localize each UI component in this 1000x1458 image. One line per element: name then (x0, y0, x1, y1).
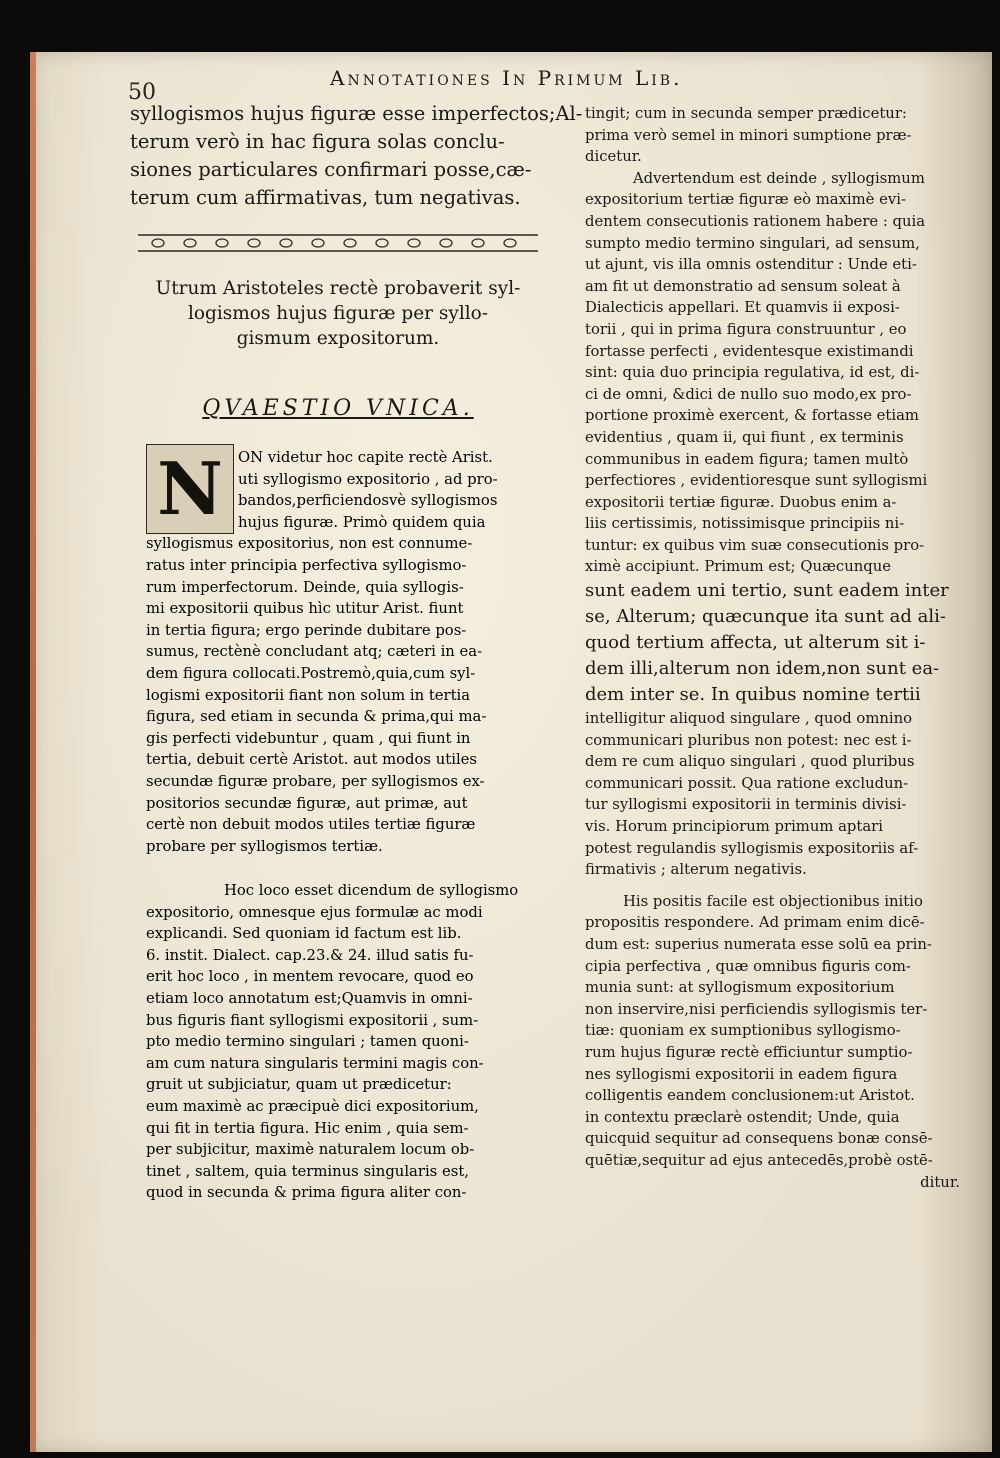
text-line: tuntur: ex quibus vim suæ consecutionis pro- (585, 536, 925, 554)
text-line: in tertia figura; ergo perinde dubitare pos- (146, 621, 467, 639)
text-line: torii , qui in prima figura construuntur , eo (585, 320, 907, 338)
text-line: etiam loco annotatum est;Quamvis in omni- (146, 989, 473, 1007)
text-line: Dialecticis appellari. Et quamvis ii exposi- (585, 299, 900, 317)
text-line: uti syllogismo expositorio , ad pro- (238, 470, 498, 488)
text-line: bandos,perficiendosvè syllogismos (238, 492, 498, 510)
text-line: expositorio, omnesque ejus formulæ ac modi (146, 903, 483, 921)
text-line: 6. instit. Dialect. cap.23.& 24. illud satis fu- (146, 946, 474, 964)
text-line: erit hoc loco , in mentem revocare, quod eo (146, 968, 474, 986)
initial-letter: N (157, 446, 223, 531)
text-line: mi expositorii quibus hìc utitur Arist. fiunt (146, 600, 464, 618)
text-line: ut ajunt, vis illa omnis ostenditur : Unde eti- (585, 256, 917, 274)
text-line: propositis respondere. Ad primam enim dicē- (585, 914, 925, 932)
text-line: hujus figuræ. Primò quidem quia (238, 513, 486, 531)
text-line: non inservire,nisi perficiendis syllogismis ter- (585, 1000, 928, 1018)
text-line: nes syllogismi expositorii in eadem figura (585, 1065, 898, 1083)
text-line: ditur. (920, 1173, 960, 1191)
question-title (138, 276, 538, 351)
text-line: rum imperfectorum. Deinde, quia syllogis- (146, 578, 464, 596)
title-line: Utrum Aristoteles rectè probaverit syl- (155, 278, 521, 299)
text-line: intelligitur aliquod singulare , quod omnino (585, 710, 913, 728)
ornamental-rule (138, 232, 538, 254)
text-line: sumus, rectènè concludant atq; cæteri in ea- (146, 643, 483, 661)
text-line: ximè accipiunt. Primum est; Quæcunque (585, 558, 892, 576)
text-line: gruit ut subjiciatur, quam ut prædicetur: (146, 1076, 452, 1094)
text-line: tur syllogismi expositorii in terminis divisi- (585, 796, 907, 814)
text-line: quod tertium affecta, ut alterum sit i- (585, 632, 926, 654)
text-line: communibus in eadem figura; tamen multò (585, 450, 909, 468)
text-line: explicandi. Sed quoniam id factum est lib. (146, 925, 462, 943)
text-line: dem illi,alterum non idem,non sunt ea- (585, 658, 940, 680)
quaestio-heading: QVAESTIO VNICA. (202, 396, 474, 421)
text-line: ci de omni, &dici de nullo suo modo,ex pro- (585, 385, 912, 403)
text-line: fortasse perfecti , evidentesque existimandi (585, 342, 914, 360)
text-line: portione proximè exercent, & fortasse etiam (585, 407, 919, 425)
text-line: pto medio termino singulari ; tamen quoni- (146, 1033, 469, 1051)
running-head: Annotationes In Primum Lib. (330, 66, 683, 90)
text-line: communicari pluribus non potest: nec est i- (585, 731, 912, 749)
left-intro-text (130, 100, 583, 212)
text-line: cipia perfectiva , quæ omnibus figuris com- (585, 957, 911, 975)
text-line: certè non debuit modos utiles tertiæ figuræ (146, 816, 476, 834)
text-line: eum maximè ac præcipuè dici expositorium, (146, 1097, 479, 1115)
text-line: potest regulandis syllogismis expositoriis af- (585, 839, 919, 857)
text-line: quētiæ,sequitur ad ejus antecedēs,probè ostē- (585, 1151, 933, 1169)
text-line: dentem consecutionis rationem habere : quia (585, 212, 926, 230)
text-line: His positis facile est objectionibus initio (623, 892, 923, 910)
text-line: prima verò semel in minori sumptione præ- (585, 126, 912, 144)
text-line: expositorii tertiæ figuræ. Duobus enim a- (585, 493, 897, 511)
text-line: figura, sed etiam in secunda & prima,qui ma- (146, 708, 487, 726)
text-line: Hoc loco esset dicendum de syllogismo (224, 882, 519, 899)
text-line: dum est: superius numerata esse solū ea prin- (585, 936, 932, 953)
text-line: Advertendum est deinde , syllogismum (633, 169, 925, 187)
text-line: am fit ut demonstratio ad sensum soleat à (585, 277, 901, 295)
text-line: quicquid sequitur ad consequens bonæ consē- (585, 1130, 933, 1148)
text-line: tingit; cum in secunda semper prædicetur: (585, 105, 907, 122)
text-line: quod in secunda & prima figura aliter con- (146, 1184, 467, 1202)
text-line: ratus inter principia perfectiva syllogismo- (146, 556, 467, 574)
text-line: probare per syllogismos tertiæ. (146, 837, 383, 855)
text-line: secundæ figuræ probare, per syllogismos ex- (146, 772, 485, 790)
text-line: syllogismus expositorius, non est connume- (146, 535, 473, 553)
text-line: liis certissimis, notissimisque principiis ni- (585, 515, 905, 533)
text-line: qui fit in tertia figura. Hic enim , quia sem- (146, 1119, 469, 1137)
text-line: dicetur. (585, 148, 642, 166)
text-line: perfectiores , evidentioresque sunt syllogismi (585, 472, 928, 490)
text-line: se, Alterum; quæcunque ita sunt ad ali- (585, 606, 946, 628)
title-line: logismos hujus figuræ per syllo- (187, 303, 489, 324)
text-line: rum hujus figuræ rectè efficiuntur sumptio- (585, 1043, 913, 1061)
title-line: gismum expositorum. (236, 328, 440, 349)
text-line: syllogismos hujus figuræ esse imperfectos;Al- (130, 102, 583, 125)
text-line: bus figuris fiant syllogismi expositorii , sum- (146, 1011, 479, 1029)
text-line: gis perfecti videbuntur , quam , qui fiunt in (146, 729, 471, 747)
left-paragraph-1 (146, 447, 540, 857)
page-edge-stain (30, 52, 36, 1452)
text-line: evidentius , quam ii, qui fiunt , ex terminis (585, 428, 904, 446)
text-line: am cum natura singularis termini magis con- (146, 1054, 484, 1072)
text-line: per subjicitur, maximè naturalem locum ob- (146, 1141, 475, 1159)
left-paragraph-2 (146, 880, 540, 1204)
text-line: in contextu præclarè ostendit; Unde, quia (585, 1108, 900, 1126)
text-line: logismi expositorii fiant non solum in tertia (146, 686, 471, 704)
text-line: colligentis eandem conclusionem:ut Aristot. (585, 1087, 915, 1105)
text-line: tiæ: quoniam ex sumptionibus syllogismo- (585, 1022, 901, 1040)
text-line: munia sunt: at syllogismum expositorium (585, 979, 895, 997)
text-line: siones particulares confirmari posse,cæ- (130, 158, 532, 181)
right-column (585, 103, 970, 1193)
text-line: tinet , saltem, quia terminus singularis est, (146, 1162, 469, 1180)
text-line: dem inter se. In quibus nomine tertii (585, 684, 921, 706)
text-line: expositorium tertiæ figuræ eò maximè evi- (585, 191, 906, 209)
text-line: communicari possit. Qua ratione excludun- (585, 774, 909, 792)
text-line: dem re cum aliquo singulari , quod pluribus (585, 753, 915, 771)
text-line: tertia, debuit certè Aristot. aut modos utiles (146, 751, 478, 769)
text-line: sumpto medio termino singulari, ad sensum, (585, 234, 920, 252)
page-number: 50 (128, 80, 156, 105)
text-line: dem figura collocati.Postremò,quia,cum syl- (146, 664, 476, 682)
text-line: positorios secundæ figuræ, aut primæ, aut (146, 794, 468, 812)
text-line: firmativis ; alterum negativis. (585, 861, 807, 879)
text-line: vis. Horum principiorum primum aptari (585, 818, 883, 836)
text-line: terum cum affirmativas, tum negativas. (130, 186, 521, 209)
text-line: sint: quia duo principia regulativa, id est, di- (585, 364, 920, 382)
text-line: ON videtur hoc capite rectè Arist. (238, 449, 493, 466)
text-line: terum verò in hac figura solas conclu- (130, 130, 505, 153)
text-line: sunt eadem uni tertio, sunt eadem inter (585, 580, 949, 602)
